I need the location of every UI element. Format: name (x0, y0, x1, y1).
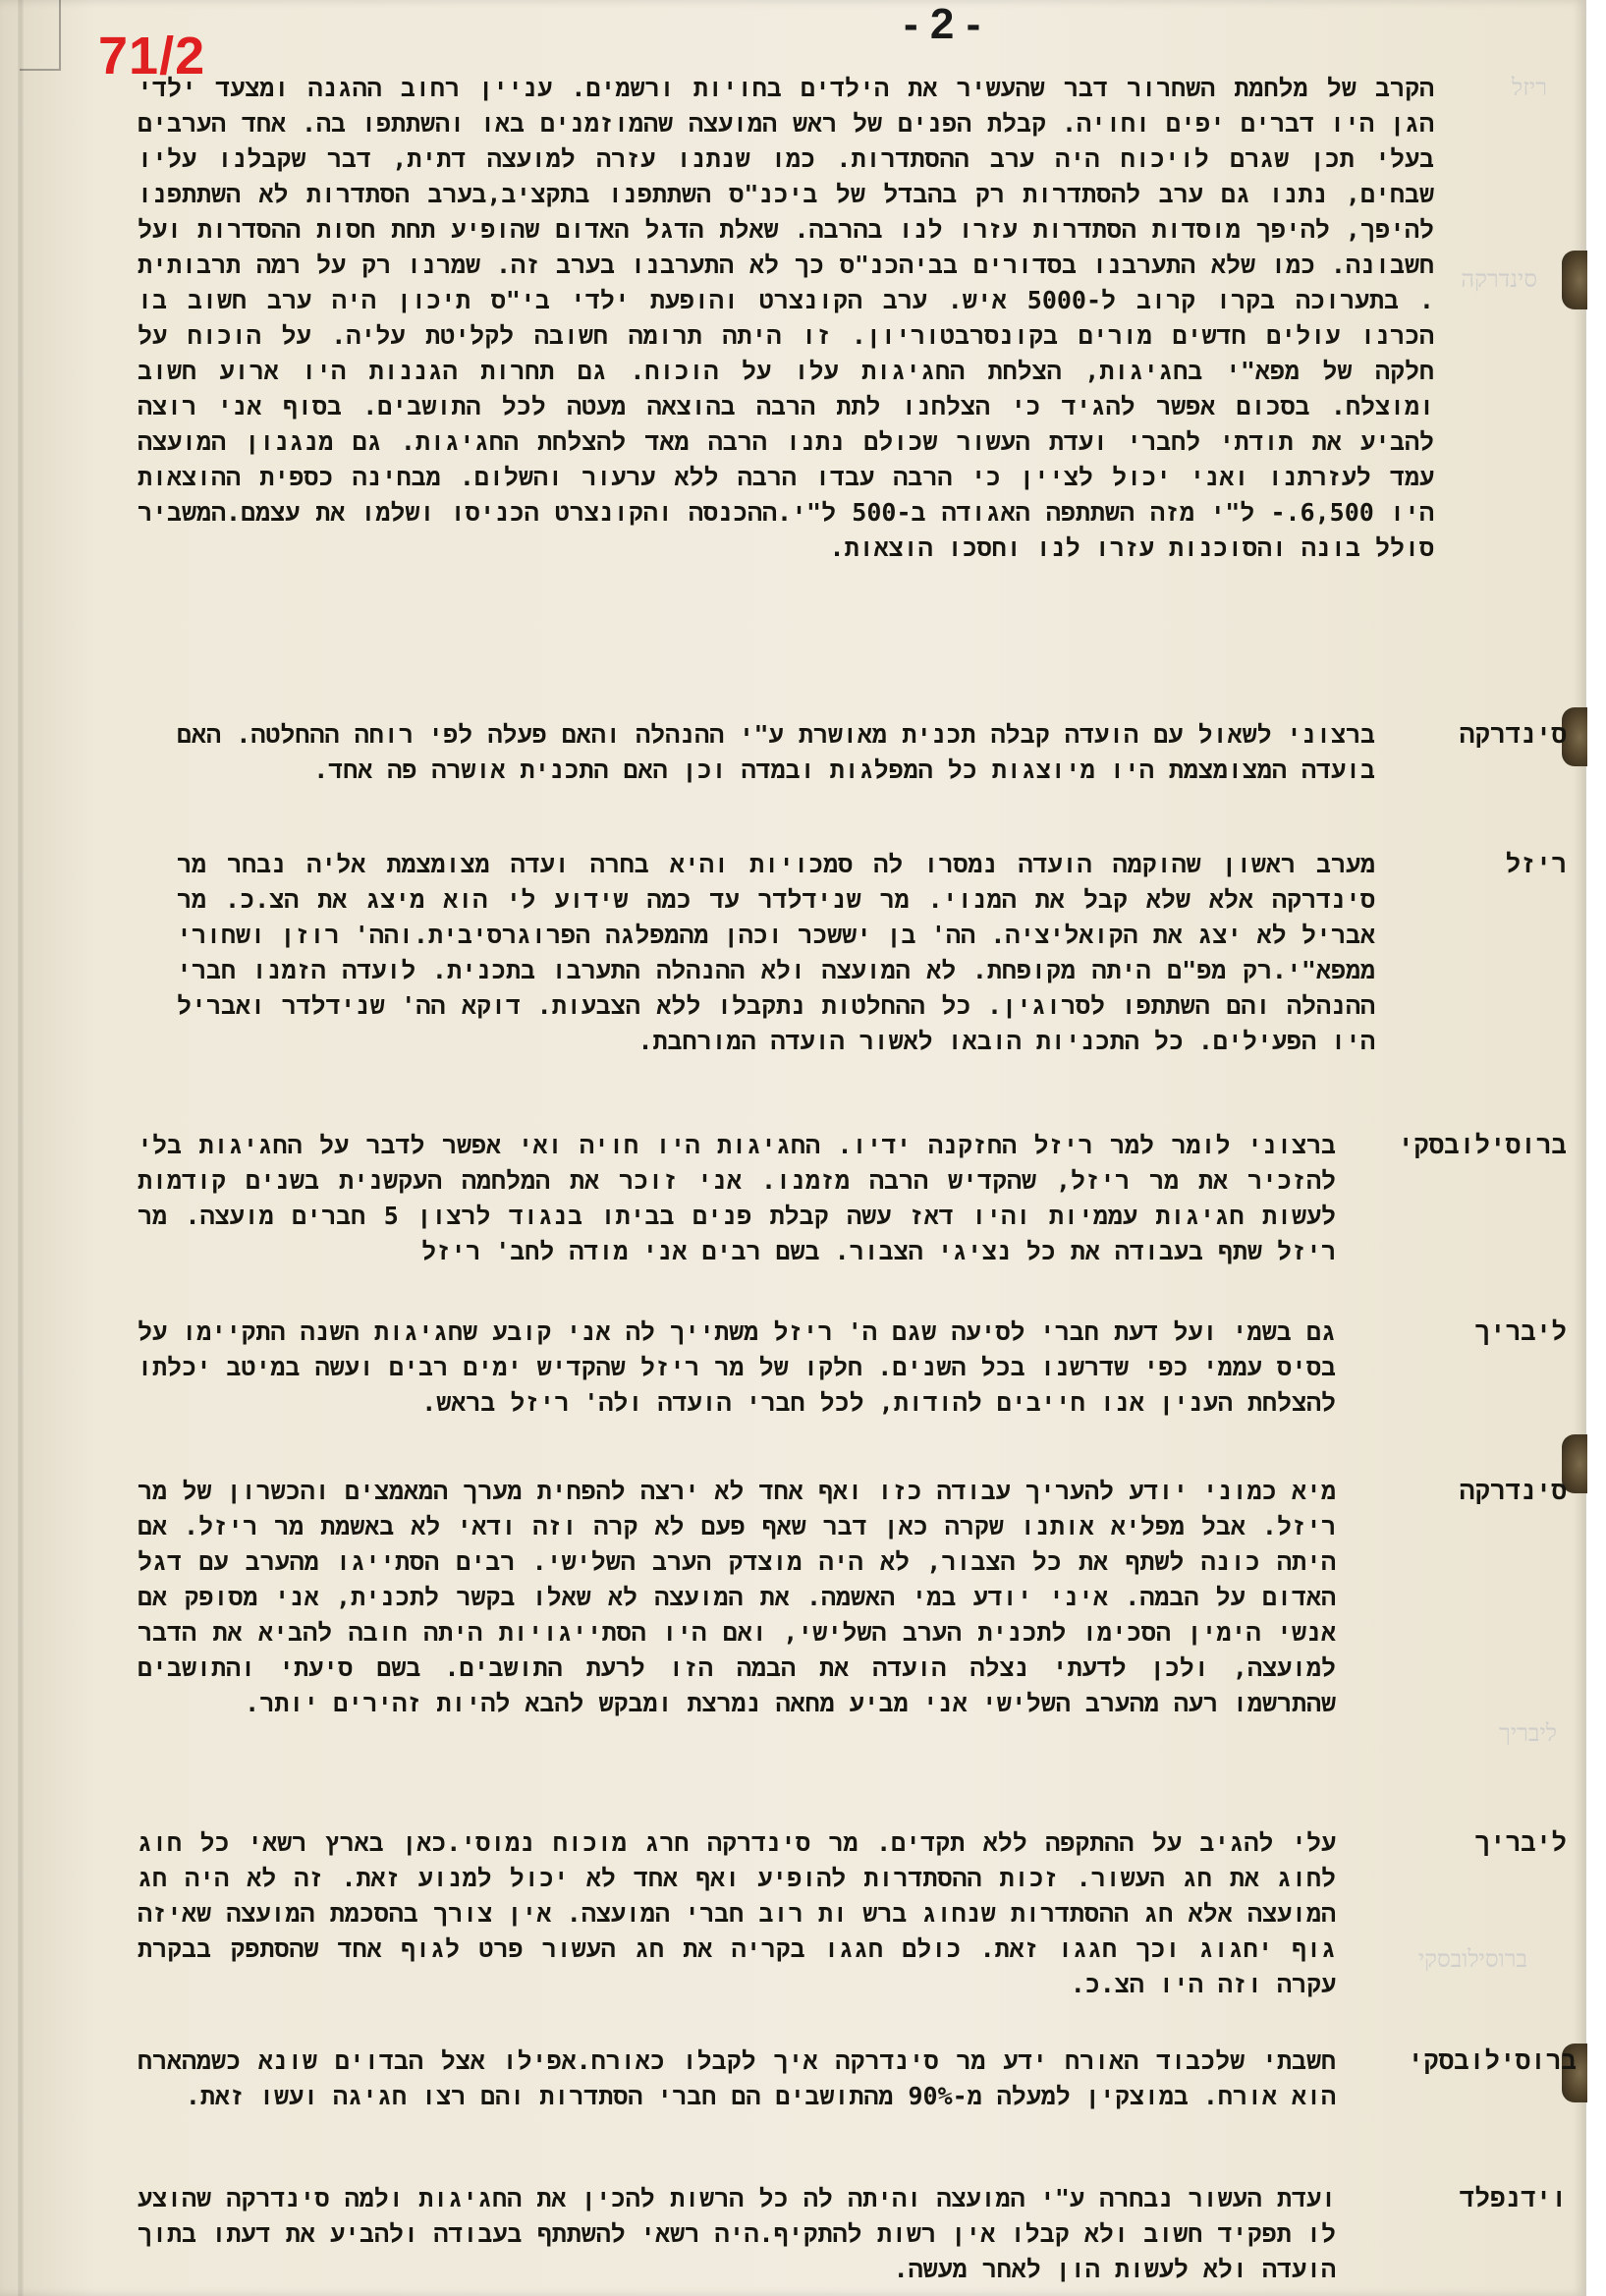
speaker-name: סינדרקה (1459, 1477, 1567, 1506)
section-text: עלי להגיב על ההתקפה ללא תקדים. מר סינדרקה חרג מוכוח נמוסי.כאן בארץ רשאי כל חוג לחוג את חג העשור. זכות ההסתדרות להופיע ואף אחד לא יכול למנוע זאת. זה לא היה חג המועצה אלא חג ההסתדרות שנחוג ברש ות רוב חברי המועצה. אין צורך בהסכמת המועצה שאיזה גוף יחגוג וכך חגגו זאת. כולם חגגו בקריה את חג העשור פרט לגוף אחד שהסתפק בבקרת עקרה וזה היו הצ.כ. (138, 1828, 1336, 1998)
section-text: הקרב של מלחמת השחרור דבר שהעשיר את הילדים בחויות ורשמים. עניין רחוב ההגנה ומצעד ילדי הגן היו דברים יפים וחויה. קבלת הפנים של ראש המועצה שהמוזמנים באו והשתתפו בה. אחד הערבים בעלי תכן שגרם לויכוח היה ערב ההסתדרות. כמו שנתנו עזרה למועצה דתית, דבר שקבלנו עליו שבחים, נתנו גם ערב להסתדרות רק בהבדל של ביכנ"ס השתתפנו בתקציב,בערב הסתדרות לא השתתפנו להיפך, להיפך מוסדות הסתדרות עזרו לנו בהרבה. שאלת הדגל האדום שהופיע תחת חסות ההסדרות ועל חשבונה. כמו שלא התערבנו בסדורים בביהכנ"ס כך לא התערבנו בערב זה. שמרנו רק על רמה תרבותית . בתערוכה בקרו קרוב ל-5000 איש. ערב הקונצרט והופעת ילדי בי"ס תיכון היה ערב חשוב בו הכרנו עולים חדשים מורים בקונסרבטוריון. זו היתה תרומה חשובה לקליטת עליה. על הוכוח על חלקה של מפא"י בחגיגות, הצלחת החגיגות עלו על הוכוח. גם תחרות הגננות היו ארוע חשוב ומוצלח. בסכום אפשר להגיד כי הצלחנו לתת הרבה בהוצאה מעטה לכל התושבים. בסוף אני רוצה להביע את תודתי לחברי ועדת העשור שכולם נתנו הרבה מאד להצלחת החגיגות. גם מנגנון המועצה עמד לעזרתנו ואני יכול לציין כי הרבה עבדו הרבה ללא ערעור והשלום. מבחינה כספית ההוצאות היו 6,500.- ל"י מזה השתתפה האגודה ב-500 ל"י.ההכנסה והקונצרט הכניסו ושלמו את עצמם.המשביר סולל בונה והסוכנות עזרו לנו וחסכו הוצאות. (138, 74, 1434, 562)
section-text: מערב ראשון שהוקמה הועדה נמסרו לה סמכויות והיא בחרה ועדה מצומצמת אליה נבחר מר סינדרקה אלא שלא קבל את המנוי. מר שנידלדר עד כמה שידוע לי הוא מיצג את הצ.כ. מר אבריל לא יצג את הקואליציה. הה' בן יששכר וכהן מהמפלגה הפרוגרסיבית.והה' רוזן ושחורי ממפא"י.רק מפ"ם היתה מקופחת. לא המועצה ולא ההנהלה התערבו בתכנית. לועדה הזמנו חברי ההנהלה והם השתתפו לסרוגין. כל ההחלטות נתקבלו ללא הצבעות. דוקא הה' שנידלדר ואבריל היו הפעילים. כל התכניות הובאו לאשור הועדה המורחבת. (177, 850, 1375, 1055)
bleed-through-text: ריזל (1512, 74, 1547, 101)
punch-hole (1562, 251, 1587, 309)
speaker-name: ברוסילובסקי (1398, 1131, 1567, 1160)
section-text: גם בשמי ועל דעת חברי לסיעה שגם ה' ריזל משתייך לה אני קובע שחגיגות השנה התקיימו על בסיס עממי כפי שדרשנו בכל השנים. חלקו של מר ריזל שהקדיש ימים רבים ועשה במיטב יכלתו להצלחת הענין אנו חייבים להודות, לכל חברי הועדה ולה' ריזל בראש. (138, 1317, 1336, 1417)
page-edge (1586, 0, 1606, 2296)
speaker-name: ריזל (1505, 850, 1567, 879)
section-text: ברצוני לומר למר ריזל החזקנה ידיו. החגיגות היו חויה ואי אפשר לדבר על החגיגות בלי להזכיר את מר ריזל, שהקדיש הרבה מזמנו. אני זוכר את המלחמה העקשנית בשנים קודמות לעשות חגיגות עממיות והיו דאז עשה קבלת פנים בביתו בנגוד לרצון 5 חברים מועצה. מר ריזל שתף בעבודה את כל נציגי הצבור. בשם רבים אני מודה לחב' ריזל (138, 1131, 1337, 1265)
speaker-name: ברוסילובסקי (1408, 2046, 1577, 2076)
archive-stamp: 71/2 (98, 27, 206, 85)
speaker-name: סינדרקה (1459, 720, 1567, 750)
section-text: ועדת העשור נבחרה ע"י המועצה והיתה לה כל הרשות להכין את החגיגות ולמה סינדרקה שהוצע לו תפקיד חשוב ולא קבלו אין רשות להתקיף.היה רשאי להשתתף בעבודה ולהביע את דעתו בתוך הועדה ולא לעשות הון לאחר מעשה. (138, 2184, 1336, 2283)
section-text: ברצוני לשאול עם הועדה קבלה תכנית מאושרת ע"י ההנהלה והאם פעלה לפי רוחה ההחלטה. האם בועדה המצומצמת היו מיוצגות כל המפלגות ובמדה וכן האם התכנית אושרה פה אחד. (177, 720, 1375, 784)
section-text: מיא כמוני יודע להעריך עבודה כזו ואף אחד לא ירצה להפחית מערך המאמצים והכשרון של מר ריזל. אבל מפליא אותנו שקרה כאן דבר שאף פעם לא קרה וזה ודאי לא באשמת מר ריזל. אם היתה כונה לשתף את כל הצבור, לא היה מוצדק הערב השלישי. רבים הסתייגו מהערב עם דגל האדום על הבמה. איני יודע במי האשמה. את המועצה לא שאלו בקשר לתכנית, אני מסופק אם אנשי הימין הסכימו לתכנית הערב השלישי, ואם היו הסתייגויות היתה חובה להביא את הדבר למועצה, ולכן לדעתי נצלה הועדה את הבמה הזו לרעת התושבים. בשם סיעתי והתושבים שהתרשמו רעה מהערב השלישי אני מביע מחאה נמרצת ומבקש להבא להיות זהירים יותר. (138, 1477, 1336, 1717)
speaker-name: וידנפלד (1459, 2184, 1567, 2213)
speaker-name: ליבריך (1474, 1828, 1567, 1858)
binding-shadow (18, 0, 24, 2296)
speaker-name: ליבריך (1474, 1317, 1567, 1347)
page-number: - 2 - (904, 0, 981, 48)
section-text: חשבתי שלכבוד האורח ידע מר סינדרקה איך לקבלו כאורח.אפילו אצל הבדוים שונא כשמהארח הוא אורח. במוצקין למעלה מ-90% מהתושבים הם חברי הסתדרות והם רצו חגיגה ועשו זאת. (138, 2046, 1336, 2110)
bleed-through-text: ליבריך (1499, 1719, 1557, 1747)
bleed-through-text: ברוסילובסקי (1417, 1945, 1527, 1973)
bleed-through-text: סינדרקה (1461, 265, 1537, 293)
corner-fold (20, 0, 61, 71)
